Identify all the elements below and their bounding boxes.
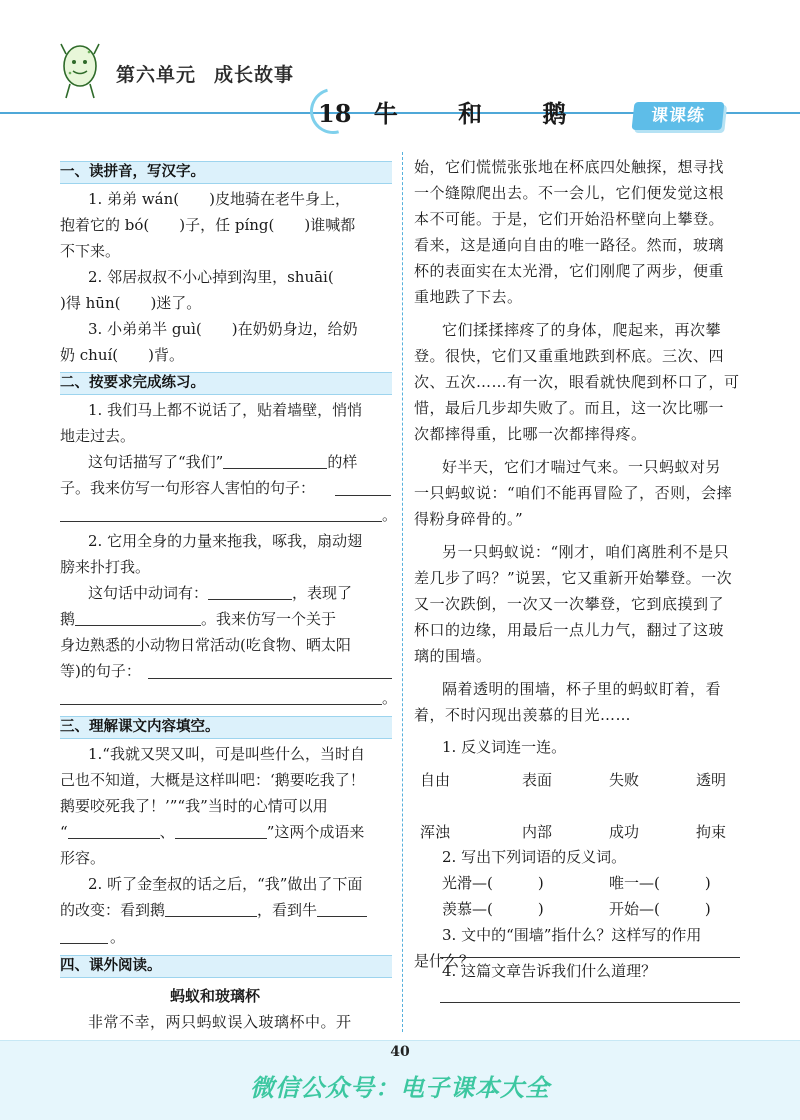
s2-q2-line3-text: 这句话中动词有：: [88, 584, 209, 602]
section-2-title: 二、按要求完成练习。: [60, 375, 205, 391]
s1-q1-line3: 不下来。: [60, 242, 121, 260]
rq1-prompt: 1. 反义词连一连。: [442, 738, 567, 756]
s3-q1-line4-end: ”这两个成语来: [266, 823, 365, 841]
s3-q2-line1: 2. 听了金奎叔的话之后，“我”做出了下面: [88, 875, 363, 893]
p4-line-3: 又一次跌倒，一次又一次攀登，它到底摸到了: [414, 595, 725, 613]
antonym-top-2[interactable]: 表面: [522, 771, 553, 789]
page-number: 40: [390, 1044, 410, 1060]
s2-q2-line3-end: ，表现了: [292, 584, 353, 602]
rq2-item-4[interactable]: 开始—( ): [609, 900, 711, 918]
column-divider: [402, 152, 403, 1032]
p5-line-1: 隔着透明的围墙，杯子里的蚂蚁盯着，看: [442, 680, 722, 698]
s1-q3-line2: 奶 chuí( )背。: [60, 346, 184, 364]
answer-line-imitate-1b[interactable]: [60, 521, 382, 522]
p4-line-5: 璃的围墙。: [414, 647, 492, 665]
section-1-title: 一、读拼音，写汉字。: [60, 164, 205, 180]
rq3-line-2: 是什么？: [414, 952, 475, 970]
lesson-name: 牛 和 鹅: [373, 99, 593, 128]
wechat-watermark: 微信公众号：电子课本大全: [250, 1074, 550, 1102]
s3-q1-line4-sep: 、: [159, 823, 175, 841]
s3-q2-line2-text: 的改变：看到鹅: [60, 901, 166, 919]
rq2-prompt: 2. 写出下列词语的反义词。: [442, 848, 627, 866]
s2-q2-line2: 膀来扑打我。: [60, 558, 151, 576]
answer-line-imitate-1a[interactable]: [335, 495, 391, 496]
s3-q1-line4: [60, 822, 364, 842]
p2-line-4: 惜，最后几步却失败了。而且，这一次比哪一: [414, 399, 725, 417]
p3-line-3: 得粉身碎骨的。”: [414, 510, 524, 528]
s3-q2-line2: [60, 900, 367, 920]
s2-q2-line1: 2. 它用全身的力量来拖我，啄我，扇动翅: [88, 532, 363, 550]
s2-q2-line7-end: 。: [382, 689, 398, 707]
p3-line-2: 一只蚂蚁说：“咱们不能再冒险了，否则，会摔: [414, 484, 733, 502]
s2-q1-line3-end: 的样: [327, 453, 358, 471]
s2-q2-line4-text: 鹅: [60, 610, 76, 628]
s2-q1-line3: [88, 452, 357, 472]
s2-q2-line4-end: 。我来仿写一个关于: [201, 610, 337, 628]
s2-q1-line1: 1. 我们马上都不说话了，贴着墙壁，悄悄: [88, 401, 363, 419]
answer-blank-manner[interactable]: [223, 452, 327, 469]
mascot-illustration: [56, 40, 102, 102]
s1-q1-line2: 抱着它的 bó( )子，任 píng( )谁喊都: [60, 216, 356, 234]
p2-line-5: 次都摔得重，比哪一次都摔得疼。: [414, 425, 647, 443]
s3-q1-line3: 鹅要咬死我了！’”“我”当时的心情可以用: [60, 797, 328, 815]
s2-q1-line2: 地走过去。: [60, 427, 136, 445]
section-3-title: 三、理解课文内容填空。: [60, 719, 220, 735]
s2-q1-line5-end: 。: [382, 506, 398, 524]
s1-q3-line1: 3. 小弟弟半 guì( )在奶奶身边，给奶: [88, 320, 358, 338]
rq3-line-1: 3. 文中的“围墙”指什么？这样写的作用: [442, 926, 702, 944]
p5-line-2: 着，不时闪现出羡慕的目光……: [414, 706, 632, 724]
answer-blank-see-goose[interactable]: [165, 900, 257, 917]
answer-line-see-ox-cont[interactable]: [60, 943, 108, 944]
antonym-top-1[interactable]: 自由: [420, 771, 451, 789]
s2-q1-line4: 子。我来仿写一句形容人害怕的句子：: [60, 479, 316, 497]
unit-theme: 成长故事: [214, 64, 295, 86]
s3-q2-line3-end: 。: [110, 928, 126, 946]
s2-q1-line3-text: 这句话描写了“我们”: [88, 453, 224, 471]
p1-line-3: 本不可能。于是，它们开始沿杯壁向上攀登。: [414, 210, 725, 228]
unit-heading: [116, 60, 312, 87]
answer-blank-idiom-2[interactable]: [175, 822, 267, 839]
section-4-title: 四、课外阅读。: [60, 958, 162, 974]
p2-line-2: 登。很快，它们又重重地跌到杯底。三次、四: [414, 347, 725, 365]
lesson-title: [318, 94, 592, 129]
rq3-answer-line[interactable]: [440, 957, 740, 958]
antonym-bottom-4[interactable]: 拘束: [696, 823, 727, 841]
s2-q2-line4: [60, 609, 336, 629]
p4-line-1: 另一只蚂蚁说：“刚才，咱们离胜利不是只: [442, 543, 730, 561]
s1-q2-line2: )得 hūn( )迷了。: [60, 294, 202, 312]
p1-line-5: 杯的表面实在太光滑，它们刚爬了两步，便重: [414, 262, 725, 280]
p1-line-1: 始，它们慌慌张张地在杯底四处触探，想寻找: [414, 158, 725, 176]
p2-line-3: 次、五次……有一次，眼看就快爬到杯口了，可: [414, 373, 740, 391]
p1-line-4: 看来，这是通向自由的唯一路径。然而，玻璃: [414, 236, 725, 254]
s3-q1-line5: 形容。: [60, 849, 106, 867]
antonym-bottom-2[interactable]: 内部: [522, 823, 553, 841]
p4-line-4: 杯口的边缘，用最后一点儿力气，翻过了这玻: [414, 621, 725, 639]
unit-label: 第六单元: [116, 64, 197, 86]
antonym-bottom-3[interactable]: 成功: [609, 823, 640, 841]
antonym-top-4[interactable]: 透明: [696, 771, 727, 789]
s2-q2-line6: 等)的句子：: [60, 662, 141, 680]
practice-badge: 课课练: [632, 102, 725, 130]
p1-line-2: 一个缝隙爬出去。不一会儿，它们便发觉这根: [414, 184, 725, 202]
s2-q2-line3: [88, 583, 352, 603]
answer-blank-verbs[interactable]: [208, 583, 292, 600]
answer-blank-goose[interactable]: [75, 609, 201, 626]
s3-q1-line2: 己也不知道，大概是这样叫吧：‘鹅要吃我了！: [60, 771, 365, 789]
s1-q1-line1: 1. 弟弟 wán( )皮地骑在老牛身上，: [88, 190, 350, 208]
p2-line-1: 它们揉揉摔疼了的身体，爬起来，再次攀: [442, 321, 722, 339]
story-title: 蚂蚁和玻璃杯: [170, 987, 261, 1005]
story-line-1: 非常不幸，两只蚂蚁误入玻璃杯中。开: [88, 1013, 352, 1031]
rq2-item-1[interactable]: 光滑—( ): [442, 874, 544, 892]
rq4-answer-line[interactable]: [440, 1002, 740, 1003]
s1-q2-line1: 2. 邻居叔叔不小心掉到沟里，shuāi(: [88, 268, 334, 286]
answer-line-imitate-2b[interactable]: [60, 704, 382, 705]
p1-line-6: 重地跌了下去。: [414, 288, 523, 306]
answer-blank-idiom-1[interactable]: [68, 822, 160, 839]
s3-q1-line4-open: “: [60, 823, 68, 841]
answer-line-imitate-2a[interactable]: [148, 678, 392, 679]
rq4-prompt: 4. 这篇文章告诉我们什么道理？: [442, 962, 657, 980]
answer-blank-see-ox[interactable]: [317, 900, 367, 917]
antonym-top-3[interactable]: 失败: [609, 771, 640, 789]
s3-q1-line1: 1.“我就又哭又叫，可是叫些什么，当时自: [88, 745, 365, 763]
p4-line-2: 差几步了吗？”说罢，它又重新开始攀登。一次: [414, 569, 733, 587]
s2-q2-line5: 身边熟悉的小动物日常活动(吃食物、晒太阳: [60, 636, 351, 654]
rq2-item-2[interactable]: 唯一—( ): [609, 874, 711, 892]
lesson-number: 18: [318, 99, 352, 128]
rq2-item-3[interactable]: 羡慕—( ): [442, 900, 544, 918]
antonym-bottom-1[interactable]: 浑浊: [420, 823, 451, 841]
p3-line-1: 好半天，它们才喘过气来。一只蚂蚁对另: [442, 458, 722, 476]
s3-q2-line2-mid: ，看到牛: [257, 901, 318, 919]
